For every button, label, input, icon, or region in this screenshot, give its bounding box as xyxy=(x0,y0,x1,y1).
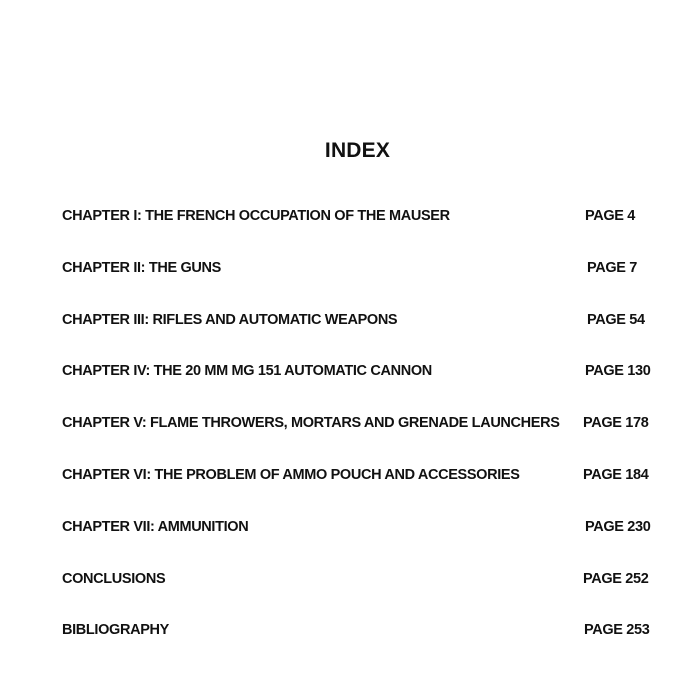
page-title: INDEX xyxy=(324,139,391,162)
toc-entry xyxy=(62,622,662,642)
toc-entry-page: PAGE 253 xyxy=(584,622,650,638)
toc-entry-title: CHAPTER IV: THE 20 MM MG 151 AUTOMATIC CANNON xyxy=(62,363,432,379)
toc-entry-page: PAGE 252 xyxy=(583,571,649,587)
toc-entry-page: PAGE 54 xyxy=(587,312,645,328)
toc-entry xyxy=(62,415,662,435)
toc-entry-title: CHAPTER V: FLAME THROWERS, MORTARS AND GRENADE LAUNCHERS xyxy=(62,415,560,431)
toc-entry-title: CONCLUSIONS xyxy=(62,571,166,587)
toc-entry-title: CHAPTER III: RIFLES AND AUTOMATIC WEAPONS xyxy=(62,312,398,328)
toc-entry xyxy=(62,519,662,539)
toc-entry-page: PAGE 230 xyxy=(585,519,651,535)
toc-entry-title: CHAPTER VI: THE PROBLEM OF AMMO POUCH AND ACCESSORIES xyxy=(62,467,520,483)
toc-entry-page: PAGE 4 xyxy=(585,208,636,224)
toc-entry-page: PAGE 178 xyxy=(583,415,649,431)
toc-entry-page: PAGE 7 xyxy=(587,260,638,276)
toc-entry xyxy=(62,208,662,228)
toc-entry-page: PAGE 130 xyxy=(585,363,651,379)
toc-entry-title: BIBLIOGRAPHY xyxy=(62,622,169,638)
toc-entry xyxy=(62,467,662,487)
toc-entry-page: PAGE 184 xyxy=(583,467,649,483)
toc-entry-title: CHAPTER VII: AMMUNITION xyxy=(62,519,249,535)
toc-entry xyxy=(62,363,662,383)
toc-entry xyxy=(62,312,662,332)
toc-entry-title: CHAPTER II: THE GUNS xyxy=(62,260,221,276)
toc-entry-title: CHAPTER I: THE FRENCH OCCUPATION OF THE MAUSER xyxy=(62,208,450,224)
toc-entry xyxy=(62,571,662,591)
toc-entry xyxy=(62,260,662,280)
